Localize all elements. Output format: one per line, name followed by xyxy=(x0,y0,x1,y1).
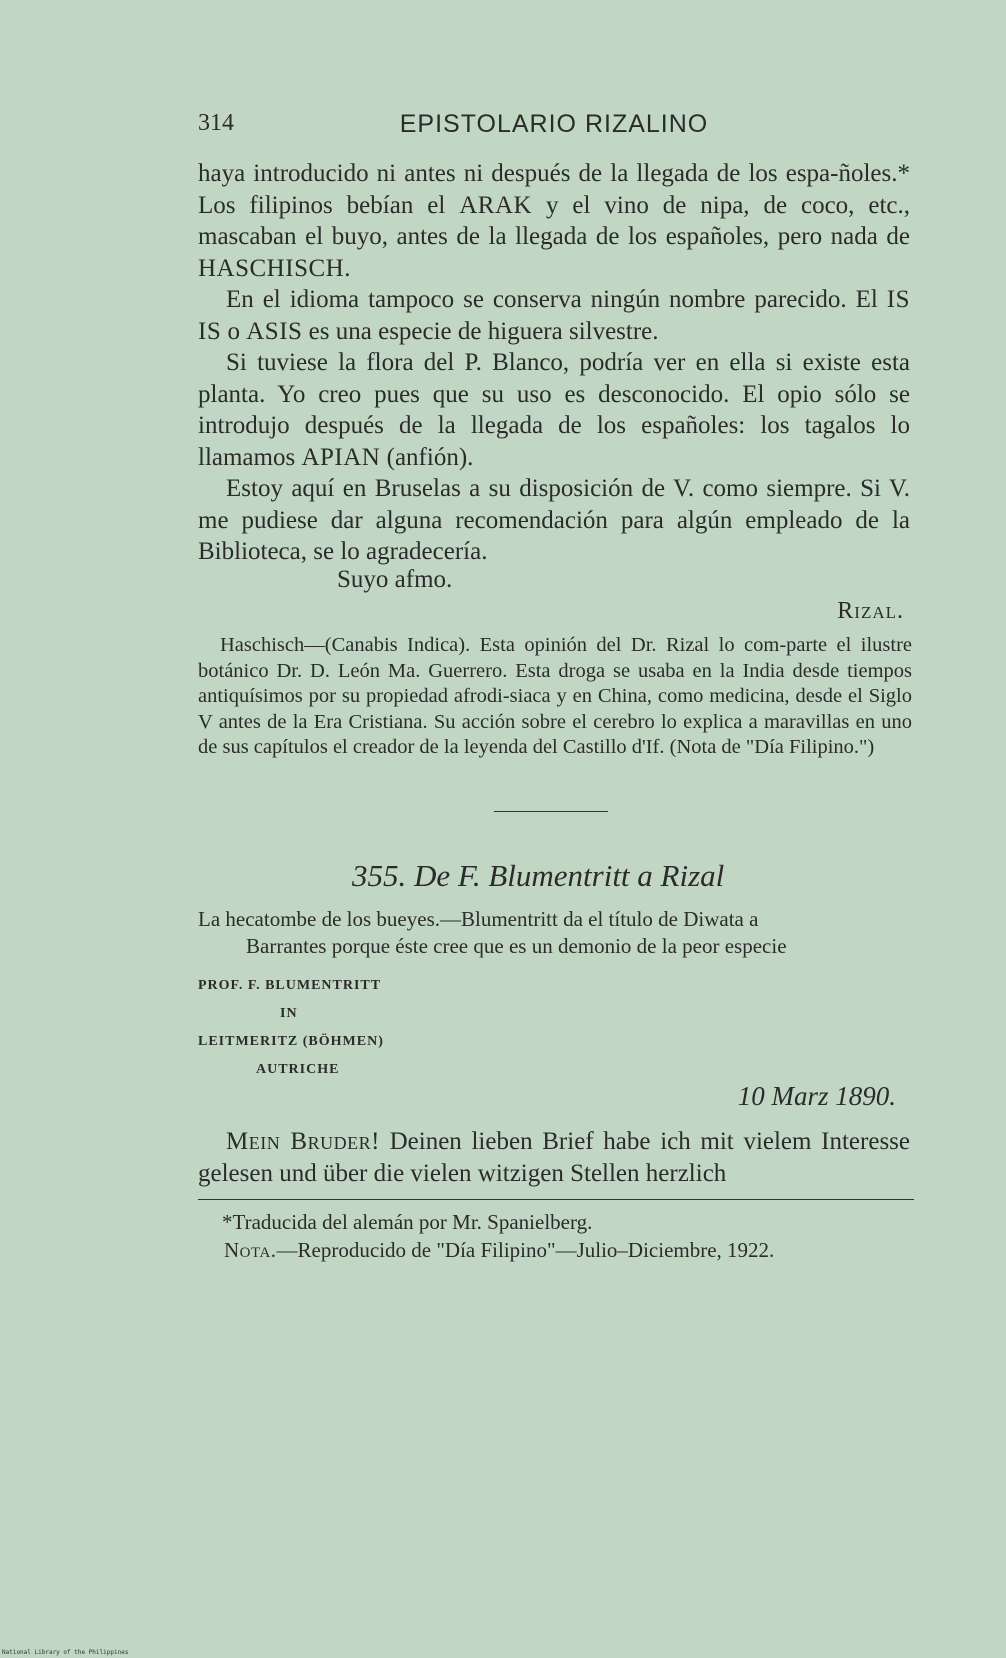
summary-line-2: Barrantes porque éste cree que es un demonio de la peor especie xyxy=(246,934,787,958)
salutation: Mein Bruder! xyxy=(226,1128,380,1155)
letter-text: Deinen lieben Brief habe ich mit vielem Interesse gelesen und über die vielen witzigen Stellen herzlich xyxy=(198,1128,910,1187)
running-title: EPISTOLARIO RIZALINO xyxy=(399,110,709,138)
paragraph-3: Si tuviese la flora del P. Blanco, podría ver en ella si existe esta planta. Yo creo pues que su uso es desconocido. El opio sólo se introdujo después de la llegada de los españoles: los tagalos lo llamamos APIAN (anfión). xyxy=(198,349,910,471)
footnote-divider xyxy=(198,1199,914,1200)
letter-title: 355. De F. Blumentritt a Rizal xyxy=(352,858,725,893)
editor-note: Haschisch—(Canabis Indica). Esta opinión del Dr. Rizal lo com-parte el ilustre botánico Dr. D. León Ma. Guerrero. Esta droga se usaba en la India desde tiempos antiquísimos por su propiedad afrodi-siaca y en China, como medicina, desde el Siglo V antes de la Era Cristiana. Su acción sobre el cerebro lo explica a maravillas en uno de sus capítulos el creador de la leyenda del Castillo d'If. (Nota de "Día Filipino.") xyxy=(198,634,912,759)
paragraph-4: Estoy aquí en Bruselas a su disposición de V. como siempre. Si V. me pudiese dar alguna recomendación para algún empleado de la Biblioteca, se lo agradecería. xyxy=(198,475,910,565)
paragraph-2: En el idioma tampoco se conserva ningún nombre parecido. El IS IS o ASIS es una especie de higuera silvestre. xyxy=(198,286,910,345)
signature: Rizal. xyxy=(837,598,904,624)
letterhead-place: LEITMERITZ (BÖHMEN) xyxy=(198,1034,384,1049)
closing: Suyo afmo. xyxy=(337,566,453,593)
section-divider xyxy=(494,811,608,812)
summary-line-1: La hecatombe de los bueyes.—Blumentritt da el título de Diwata a xyxy=(198,907,759,931)
letter-summary xyxy=(198,906,928,960)
letter-opening xyxy=(198,1126,910,1189)
library-stamp: National Library of the Philippines xyxy=(2,1649,129,1656)
letter-body-continued xyxy=(198,158,910,568)
page-number: 314 xyxy=(198,110,234,136)
letterhead-name: PROF. F. BLUMENTRITT xyxy=(198,978,382,993)
letterhead-in: IN xyxy=(280,1006,298,1021)
page-header xyxy=(198,110,910,150)
footnote-nota: Nota.—Reproducido de "Día Filipino"—Julio–Diciembre, 1922. xyxy=(224,1238,775,1262)
footnote-translation: *Traducida del alemán por Mr. Spanielberg. xyxy=(222,1210,593,1234)
paragraph-1: haya introducido ni antes ni después de la llegada de los espa-ñoles.* Los filipinos bebían el ARAK y el vino de nipa, de coco, etc., mascaban el buyo, antes de la llegada de los españoles, pero nada de HASCHISCH. xyxy=(198,160,910,282)
letter-date: 10 Marz 1890. xyxy=(737,1081,896,1111)
letterhead-country: AUTRICHE xyxy=(256,1062,340,1077)
